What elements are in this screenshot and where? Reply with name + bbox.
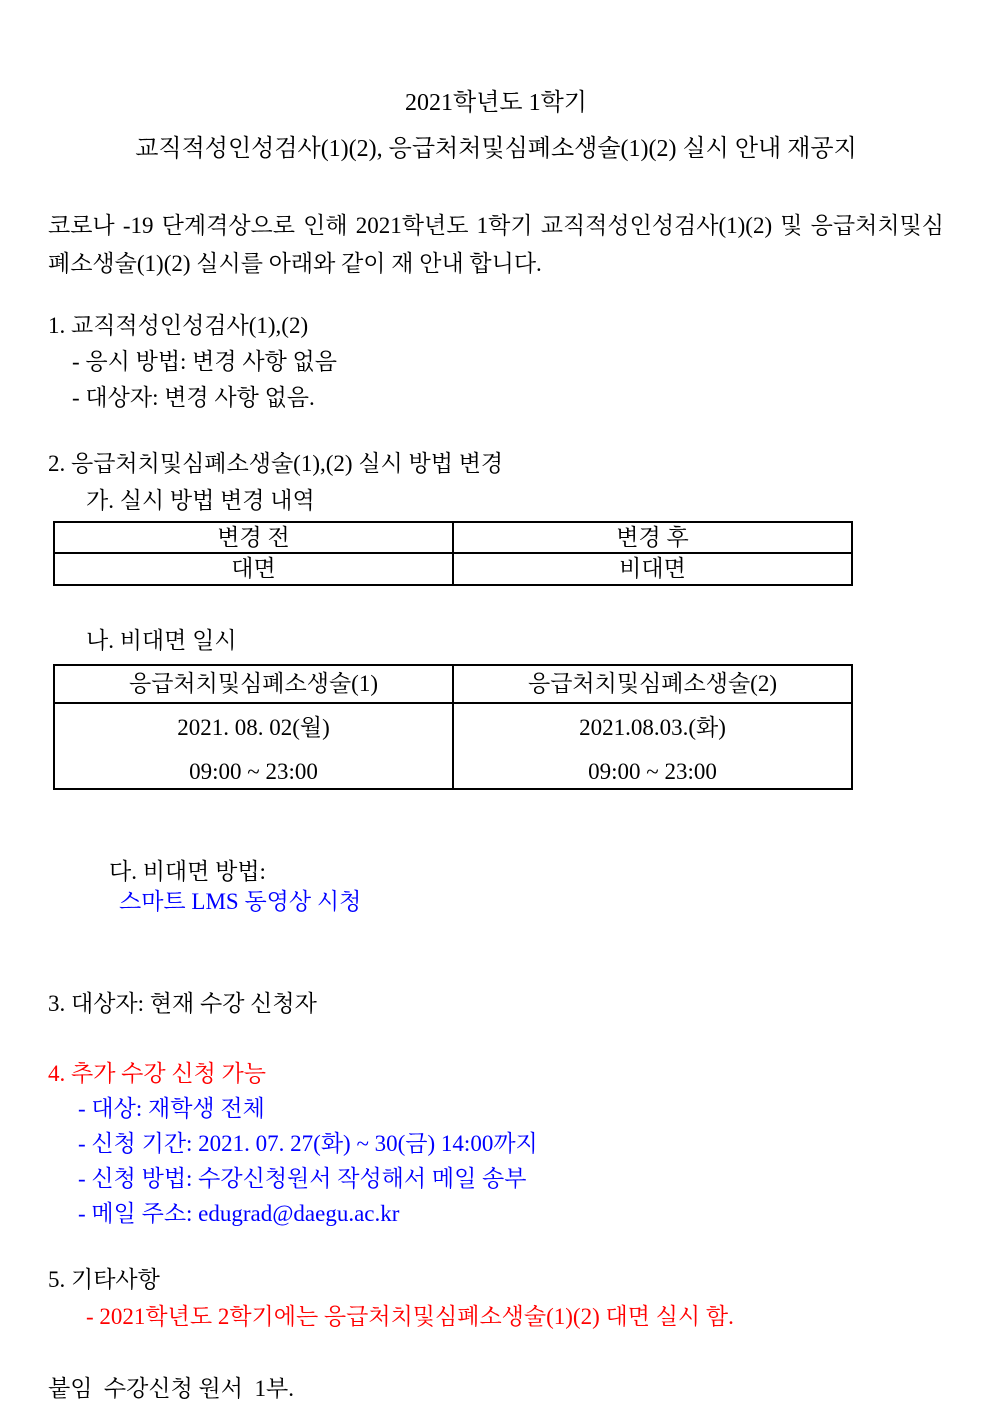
section-2c-method-value: 스마트 LMS 동영상 시청 [119, 889, 362, 914]
change-table-header-row [54, 522, 852, 553]
section-4-item-period: - 신청 기간: 2021. 07. 27(화) ~ 30(금) 14:00까지 [78, 1131, 538, 1156]
section-2c-line [86, 827, 944, 947]
section-4-item-method: - 신청 방법: 수강신청원서 작성해서 메일 송부 [78, 1166, 527, 1191]
section-3-heading: 3. 대상자: 현재 수강 신청자 [48, 991, 317, 1016]
section-4-item-email: - 메일 주소: edugrad@daegu.ac.kr [78, 1201, 400, 1226]
section-1-item-target: - 대상자: 변경 사항 없음. [72, 385, 315, 410]
section-4-heading: 4. 추가 수강 신청 가능 [48, 1061, 266, 1086]
section-2a-label: 가. 실시 방법 변경 내역 [86, 488, 315, 513]
change-table [53, 521, 853, 586]
section-1-heading: 1. 교직적성인성검사(1),(2) [48, 313, 309, 338]
schedule-table-cell-course2 [453, 703, 852, 789]
change-table-cell-before: 대면 [54, 553, 453, 585]
section-1-item-method: - 응시 방법: 변경 사항 없음 [72, 349, 337, 374]
section-2-heading: 2. 응급처치및심폐소생술(1),(2) 실시 방법 변경 [48, 451, 504, 476]
course2-date: 2021.08.03.(화) [579, 715, 726, 740]
doc-title-line2: 교직적성인성검사(1)(2), 응급처처및심폐소생술(1)(2) 실시 안내 재공지 [135, 136, 857, 162]
doc-title-line1: 2021학년도 1학기 [405, 90, 587, 116]
course2-time: 09:00 ~ 23:00 [588, 759, 717, 784]
schedule-table-cell-course1 [54, 703, 453, 789]
change-table-cell-after: 비대면 [453, 553, 852, 585]
schedule-table-row [54, 703, 852, 789]
course1-time: 09:00 ~ 23:00 [189, 759, 318, 784]
section-5-heading: 5. 기타사항 [48, 1267, 160, 1292]
intro-paragraph: 코로나 -19 단계격상으로 인해 2021학년도 1학기 교직적성인성검사(1)(2) 및 응급처치및심폐소생술(1)(2) 실시를 아래와 같이 재 안내 합니다. [48, 213, 944, 276]
change-table-row [54, 553, 852, 585]
schedule-table [53, 664, 853, 790]
section-5-item-note: - 2021학년도 2학기에는 응급처치및심폐소생술(1)(2) 대면 실시 함. [86, 1304, 734, 1329]
schedule-table-header-course1: 응급처치및심폐소생술(1) [54, 665, 453, 703]
schedule-table-header-course2: 응급처치및심폐소생술(2) [453, 665, 852, 703]
section-2b-label: 나. 비대면 일시 [86, 628, 237, 653]
section-2c-label: 다. 비대면 방법: [109, 859, 266, 884]
change-table-header-after: 변경 후 [453, 522, 852, 553]
course1-date: 2021. 08. 02(월) [177, 715, 330, 740]
section-4-item-target: - 대상: 재학생 전체 [78, 1096, 265, 1121]
attachment-note: 붙임 수강신청 원서 1부. [48, 1376, 294, 1401]
change-table-header-before: 변경 전 [54, 522, 453, 553]
schedule-table-header-row [54, 665, 852, 703]
